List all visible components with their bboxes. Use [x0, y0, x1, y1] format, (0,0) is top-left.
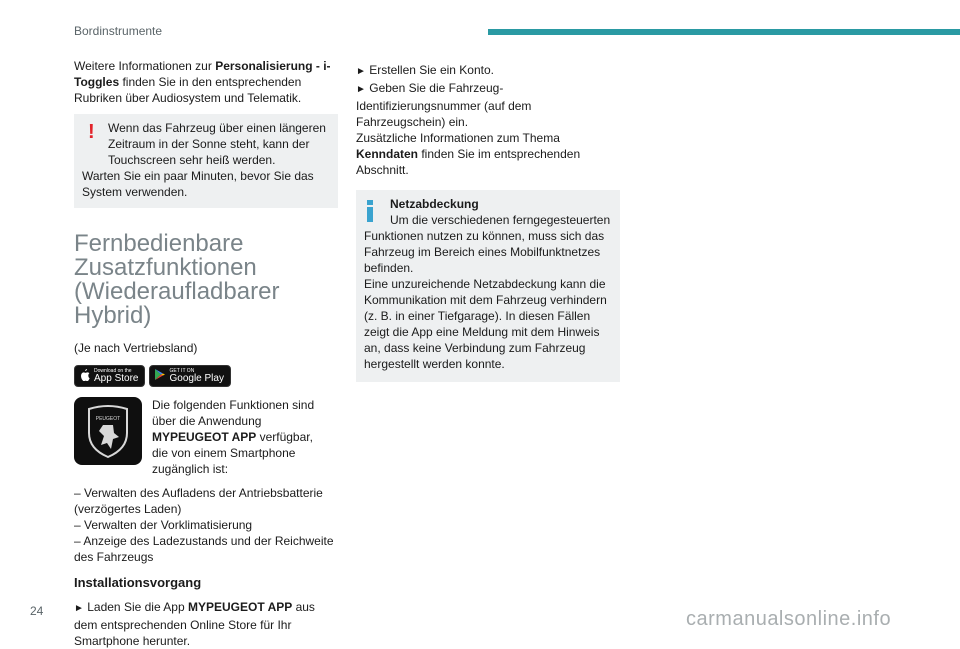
warning-box: [74, 114, 338, 208]
info-box: [356, 190, 620, 382]
intro-paragraph: Weitere Informationen zur Personalisierung - i-Toggles finden Sie in den entsprechenden Rubriken über Audiosystem und Telematik.: [74, 59, 331, 105]
left-column: [74, 58, 338, 649]
warning-text-1: Wenn das Fahrzeug über einen längeren Zeitraum in der Sonne steht, kann der Touchscreen sehr heiß werden.: [108, 121, 326, 167]
info-title: Netzabdeckung: [390, 197, 479, 211]
app-store-small-label: Download on the: [94, 368, 132, 374]
info-icon: [367, 200, 375, 222]
intro-bold: Personalisierung - i-Toggles: [74, 59, 331, 89]
app-row: [74, 397, 338, 477]
exclamation-icon: !: [88, 121, 95, 143]
bullet-arrow-icon: ►: [356, 84, 366, 95]
bullet-arrow-icon: ►: [356, 66, 366, 77]
availability-note: (Je nach Vertriebsland): [74, 341, 198, 355]
list-item: – Anzeige des Ladezustands und der Reichweite des Fahrzeugs: [74, 534, 334, 564]
watermark: carmanualsonline.info: [686, 608, 892, 630]
install-step-1: ► Laden Sie die App MYPEUGEOT APP aus dem entsprechenden Online Store für Ihr Smartphone herunter.: [74, 600, 315, 648]
list-item: – Verwalten der Vorklimatisierung: [74, 518, 253, 532]
google-play-badge[interactable]: [149, 365, 230, 387]
store-badges: [74, 365, 338, 387]
peugeot-app-icon: [74, 397, 142, 465]
app-description: Die folgenden Funktionen sind über die Anwendung MYPEUGEOT APP verfügbar, die von einem Smartphone zugänglich ist:: [152, 398, 315, 476]
apple-icon: [80, 369, 90, 384]
info-text-2: Eine unzureichende Netzabdeckung kann die Kommunikation mit dem Fahrzeug verhindern (z. B. in einer Tiefgarage). In diesen Fällen zeigt die App eine Meldung mit dem Hinweis an, dass keine Verbindung zum Fahrzeug hergestellt werden konnte.: [364, 277, 607, 371]
section-title: Fernbedienbare Zusatzfunktionen (Wiederaufladbarer Hybrid): [74, 230, 280, 329]
bullet-arrow-icon: ►: [74, 603, 84, 614]
google-play-small-label: GET IT ON: [169, 368, 195, 374]
info-text-1: Um die verschiedenen ferngegesteuerten Funktionen nutzen zu können, muss sich das Fahrzeug im Bereich eines Mobilfunktnetzes befinden.: [364, 213, 611, 275]
right-column: [356, 62, 620, 382]
header-accent-bar: [488, 29, 960, 35]
extra-info: Zusätzliche Informationen zum Thema Kenndaten finden Sie im entsprechenden Abschnitt.: [356, 131, 581, 177]
feature-list: [74, 485, 338, 565]
installation-heading: Installationsvorgang: [74, 575, 202, 590]
page-number: 24: [30, 604, 44, 618]
play-icon: [155, 369, 165, 383]
warning-text-2: Warten Sie ein paar Minuten, bevor Sie das System verwenden.: [82, 169, 314, 199]
google-play-label: Google Play: [169, 373, 224, 384]
app-store-label: App Store: [94, 373, 139, 384]
list-item: – Verwalten des Aufladens der Antriebsbatterie (verzögertes Laden): [74, 486, 323, 516]
install-step-2: ► Erstellen Sie ein Konto.: [356, 63, 494, 77]
logo-text: PEUGEOT: [95, 416, 121, 422]
install-step-3: ► Geben Sie die Fahrzeug-Identifizierungsnummer (auf dem Fahrzeugschein) ein.: [356, 81, 532, 129]
app-store-badge[interactable]: [74, 365, 145, 387]
running-header: Bordinstrumente: [74, 24, 163, 38]
